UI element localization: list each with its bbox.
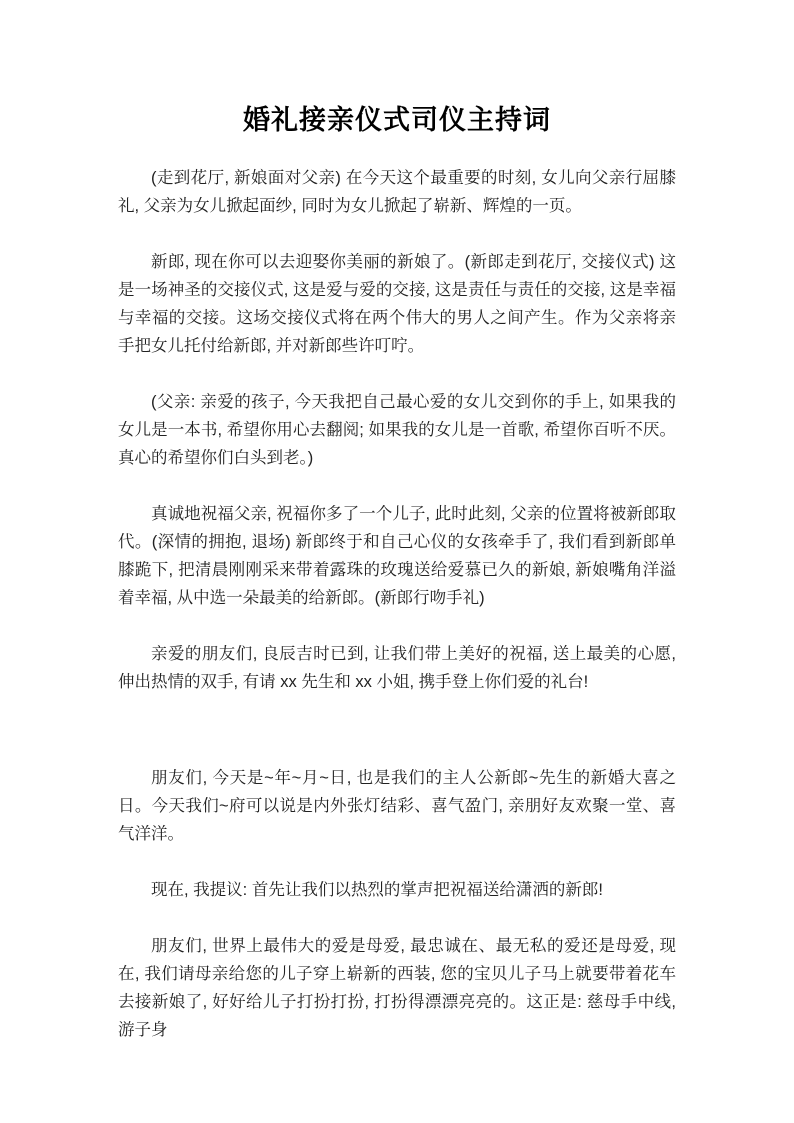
paragraph-8: 朋友们, 世界上最伟大的爱是母爱, 最忠诚在、最无私的爱还是母爱, 现在, 我们请母亲给您的儿子穿上崭新的西装, 您的宝贝儿子马上就要带着花车去接新娘了, 好好给儿子打扮打扮, 打扮得漂漂亮亮的。这正是: 慈母手中线, 游子身 — [118, 937, 676, 1039]
paragraph-4: 真诚地祝福父亲, 祝福你多了一个儿子, 此时此刻, 父亲的位置将被新郎取代。(深情的拥抱, 退场) 新郎终于和自己心仪的女孩牵手了, 我们看到新郎单膝跪下, 把清晨刚刚采来带着露珠的玫瑰送给爱慕已久的新娘, 新娘嘴角洋溢着幸福, 从中选一朵最美的给新郎。(新郎行吻手礼) — [118, 505, 676, 607]
paragraph-7: 现在, 我提议: 首先让我们以热烈的掌声把祝福送给潇洒的新郎! — [151, 881, 603, 899]
paragraph-6: 朋友们, 今天是~年~月~日, 也是我们的主人公新郎~先生的新婚大喜之日。今天我们~府可以说是内外张灯结彩、喜气盈门, 亲朋好友欢聚一堂、喜气洋洋。 — [118, 769, 676, 843]
paragraph-5: 亲爱的朋友们, 良辰吉时已到, 让我们带上美好的祝福, 送上最美的心愿, 伸出热情的双手, 有请 xx 先生和 xx 小姐, 携手登上你们爱的礼台! — [118, 645, 676, 691]
paragraph-1: (走到花厅, 新娘面对父亲) 在今天这个最重要的时刻, 女儿向父亲行屈膝礼, 父亲为女儿掀起面纱, 同时为女儿掀起了崭新、辉煌的一页。 — [118, 169, 676, 215]
document-title: 婚礼接亲仪式司仪主持词 — [243, 105, 551, 135]
paragraph-2: 新郎, 现在你可以去迎娶你美丽的新娘了。(新郎走到花厅, 交接仪式) 这是一场神圣的交接仪式, 这是爱与爱的交接, 这是责任与责任的交接, 这是幸福与幸福的交接。这场交接仪式将在两个伟大的男人之间产生。作为父亲将亲手把女儿托付给新郎, 并对新郎些许叮咛。 — [118, 253, 676, 355]
paragraph-3: (父亲: 亲爱的孩子, 今天我把自己最心爱的女儿交到你的手上, 如果我的女儿是一本书, 希望你用心去翻阅; 如果我的女儿是一首歌, 希望你百听不厌。真心的希望你们白头到老。) — [118, 393, 676, 467]
